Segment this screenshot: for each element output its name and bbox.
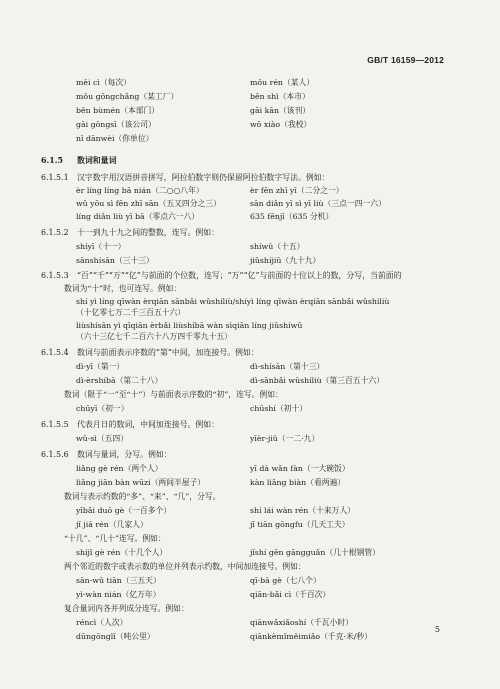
clause-text: 代表月日的数词，中间加连接号。例如： [77, 420, 220, 429]
example-right: shí lái wàn rén（十来万人） [250, 506, 356, 515]
clause-number: 6.1.5.2 [41, 228, 69, 237]
example-left: sānshísān（三十三） [76, 256, 154, 265]
example-line: shí yì líng qīwàn èrqiān sānbǎi wǔshíliù/shíyì líng qīwàn èrqiān sānbǎi wǔshíliù [76, 297, 390, 306]
example-right: qiānkèmǐměimiǎo（千克·米/秒） [250, 632, 372, 641]
example-left: wǔ yōu sì fēn zhī sān（五又四分之三） [76, 199, 221, 208]
page-number: 5 [434, 625, 440, 634]
example-right: jiǔshíjiǔ（九十九） [250, 256, 321, 265]
example-left: réncì（人次） [76, 618, 128, 627]
example-right: jǐ tiān gōngfu（几天工夫） [250, 520, 350, 529]
example-left: shíyī（十一） [76, 242, 126, 251]
clause-6-1-5-2 [41, 228, 219, 238]
example-left: měi cì（每次） [76, 78, 132, 87]
note-text: “十几”、“几十”连写。例如： [64, 534, 166, 543]
example-left: nǐ dānwèi（你单位） [76, 134, 154, 143]
clause-number: 6.1.5.4 [41, 348, 69, 357]
clause-6-1-5-1 [41, 173, 330, 183]
clause-6-1-5-5 [41, 420, 219, 430]
example-right: qiān-bǎi cì（千百次） [250, 590, 331, 599]
note-text: 数词与表示约数的“多”、“来”、“几”，分写。 [64, 492, 221, 501]
standard-code: GB/T 16159—2012 [367, 55, 444, 65]
section-heading [41, 156, 116, 166]
example-right: dì-sānbǎi wǔshíliù（第三百五十六） [250, 376, 384, 385]
example-left: běn bùmén（本部门） [76, 106, 160, 115]
example-left: liǎng gè rén（两个人） [76, 464, 163, 473]
clause-text: 十一到九十九之间的整数，连写。例如： [77, 228, 220, 237]
example-right: 635 fēnjī（635 分机） [250, 212, 334, 221]
clause-continuation: 数词为“十”时，也可连写。例如： [64, 284, 182, 293]
section-title: 数词和量词 [77, 156, 117, 165]
example-left: dì-yī（第一） [76, 362, 125, 371]
clause-text: 汉字数字用汉语拼音拼写，阿拉伯数字则仍保留阿拉伯数字写法。例如： [77, 173, 330, 182]
example-left: mǒu gōngchǎng（某工厂） [76, 92, 179, 101]
example-left: liǎng jiān bàn wūzi（两间半屋子） [76, 478, 206, 487]
example-line: liùshísān yì qīqiān èrbǎi liùshíbā wàn sìqiān líng jiǔshíwǔ [76, 321, 303, 330]
example-right: gāi kān（该刊） [250, 106, 311, 115]
example-right: qiānwǎxiǎoshí（千瓦小时） [250, 618, 354, 627]
example-left: chūyī（初一） [76, 404, 129, 413]
example-right: èr fēn zhī yī（二分之一） [250, 186, 344, 195]
clause-text: 数词与量词，分写。例如： [77, 450, 172, 459]
example-right: wǒ xiào（我校） [250, 120, 312, 129]
example-gloss: （十亿零七万二千三百五十六） [76, 308, 186, 317]
example-left: jǐ jiā rén（几家人） [76, 520, 148, 529]
example-gloss: （六十三亿七千二百六十八万四千零九十五） [76, 332, 232, 341]
clause-6-1-5-6 [41, 450, 172, 460]
example-right: sān diǎn yī sì yī liù（三点一四一六） [250, 199, 386, 208]
example-right: chūshí（初十） [250, 404, 308, 413]
example-left: líng diǎn liù yī bā（零点六一八） [76, 212, 200, 221]
example-right: yīèr-jiǔ（一二·九） [250, 434, 320, 443]
example-right: qī-bā gè（七八个） [250, 576, 321, 585]
clause-text: “百”“千”“万”“亿”与前面的个位数，连写；“万”“亿”与前面的十位以上的数，分写，当前面的 [77, 271, 402, 280]
section-number: 6.1.5 [41, 156, 63, 165]
example-right: mǒu rén（某人） [250, 78, 315, 87]
example-right: běn shì（本市） [250, 92, 310, 101]
example-right: shíwǔ（十五） [250, 242, 305, 251]
clause-6-1-5-3 [41, 271, 402, 281]
example-left: dūngōnglǐ（吨公里） [76, 632, 155, 641]
example-right: yī dà wǎn fàn（一大碗饭） [250, 464, 350, 473]
example-left: gāi gōngsī（该公司） [76, 120, 156, 129]
example-right: jǐshí gēn gāngguǎn（几十根钢管） [250, 548, 380, 557]
clause-number: 6.1.5.5 [41, 420, 69, 429]
note-text: 数词（限于“一”至“十”）与前面表示序数的“初”，连写。例如： [64, 390, 283, 399]
clause-number: 6.1.5.6 [41, 450, 69, 459]
example-left: dì-èrshíbā（第二十八） [76, 376, 163, 385]
example-left: wǔ-sì（五四） [76, 434, 129, 443]
example-left: sān-wǔ tiān（三五天） [76, 576, 161, 585]
example-left: yībǎi duō gè（一百多个） [76, 506, 172, 515]
note-text: 复合量词内各并列成分连写。例如： [64, 604, 189, 613]
example-left: èr líng líng bā nián（二○○八年） [76, 186, 204, 195]
clause-6-1-5-4 [41, 348, 259, 358]
example-left: shíjǐ gè rén（十几个人） [76, 548, 168, 557]
example-right: dì-shísān（第十三） [250, 362, 325, 371]
clause-number: 6.1.5.1 [41, 173, 69, 182]
example-right: kàn liǎng biàn（看两遍） [250, 478, 346, 487]
example-left: yì-wàn nián（亿万年） [76, 590, 161, 599]
clause-text: 数词与前面表示序数的“第”中间，加连接号。例如： [77, 348, 259, 357]
clause-number: 6.1.5.3 [41, 271, 69, 280]
note-text: 两个邻近的数字或表示数的单位并列表示约数，中间加连接号。例如： [64, 562, 306, 571]
